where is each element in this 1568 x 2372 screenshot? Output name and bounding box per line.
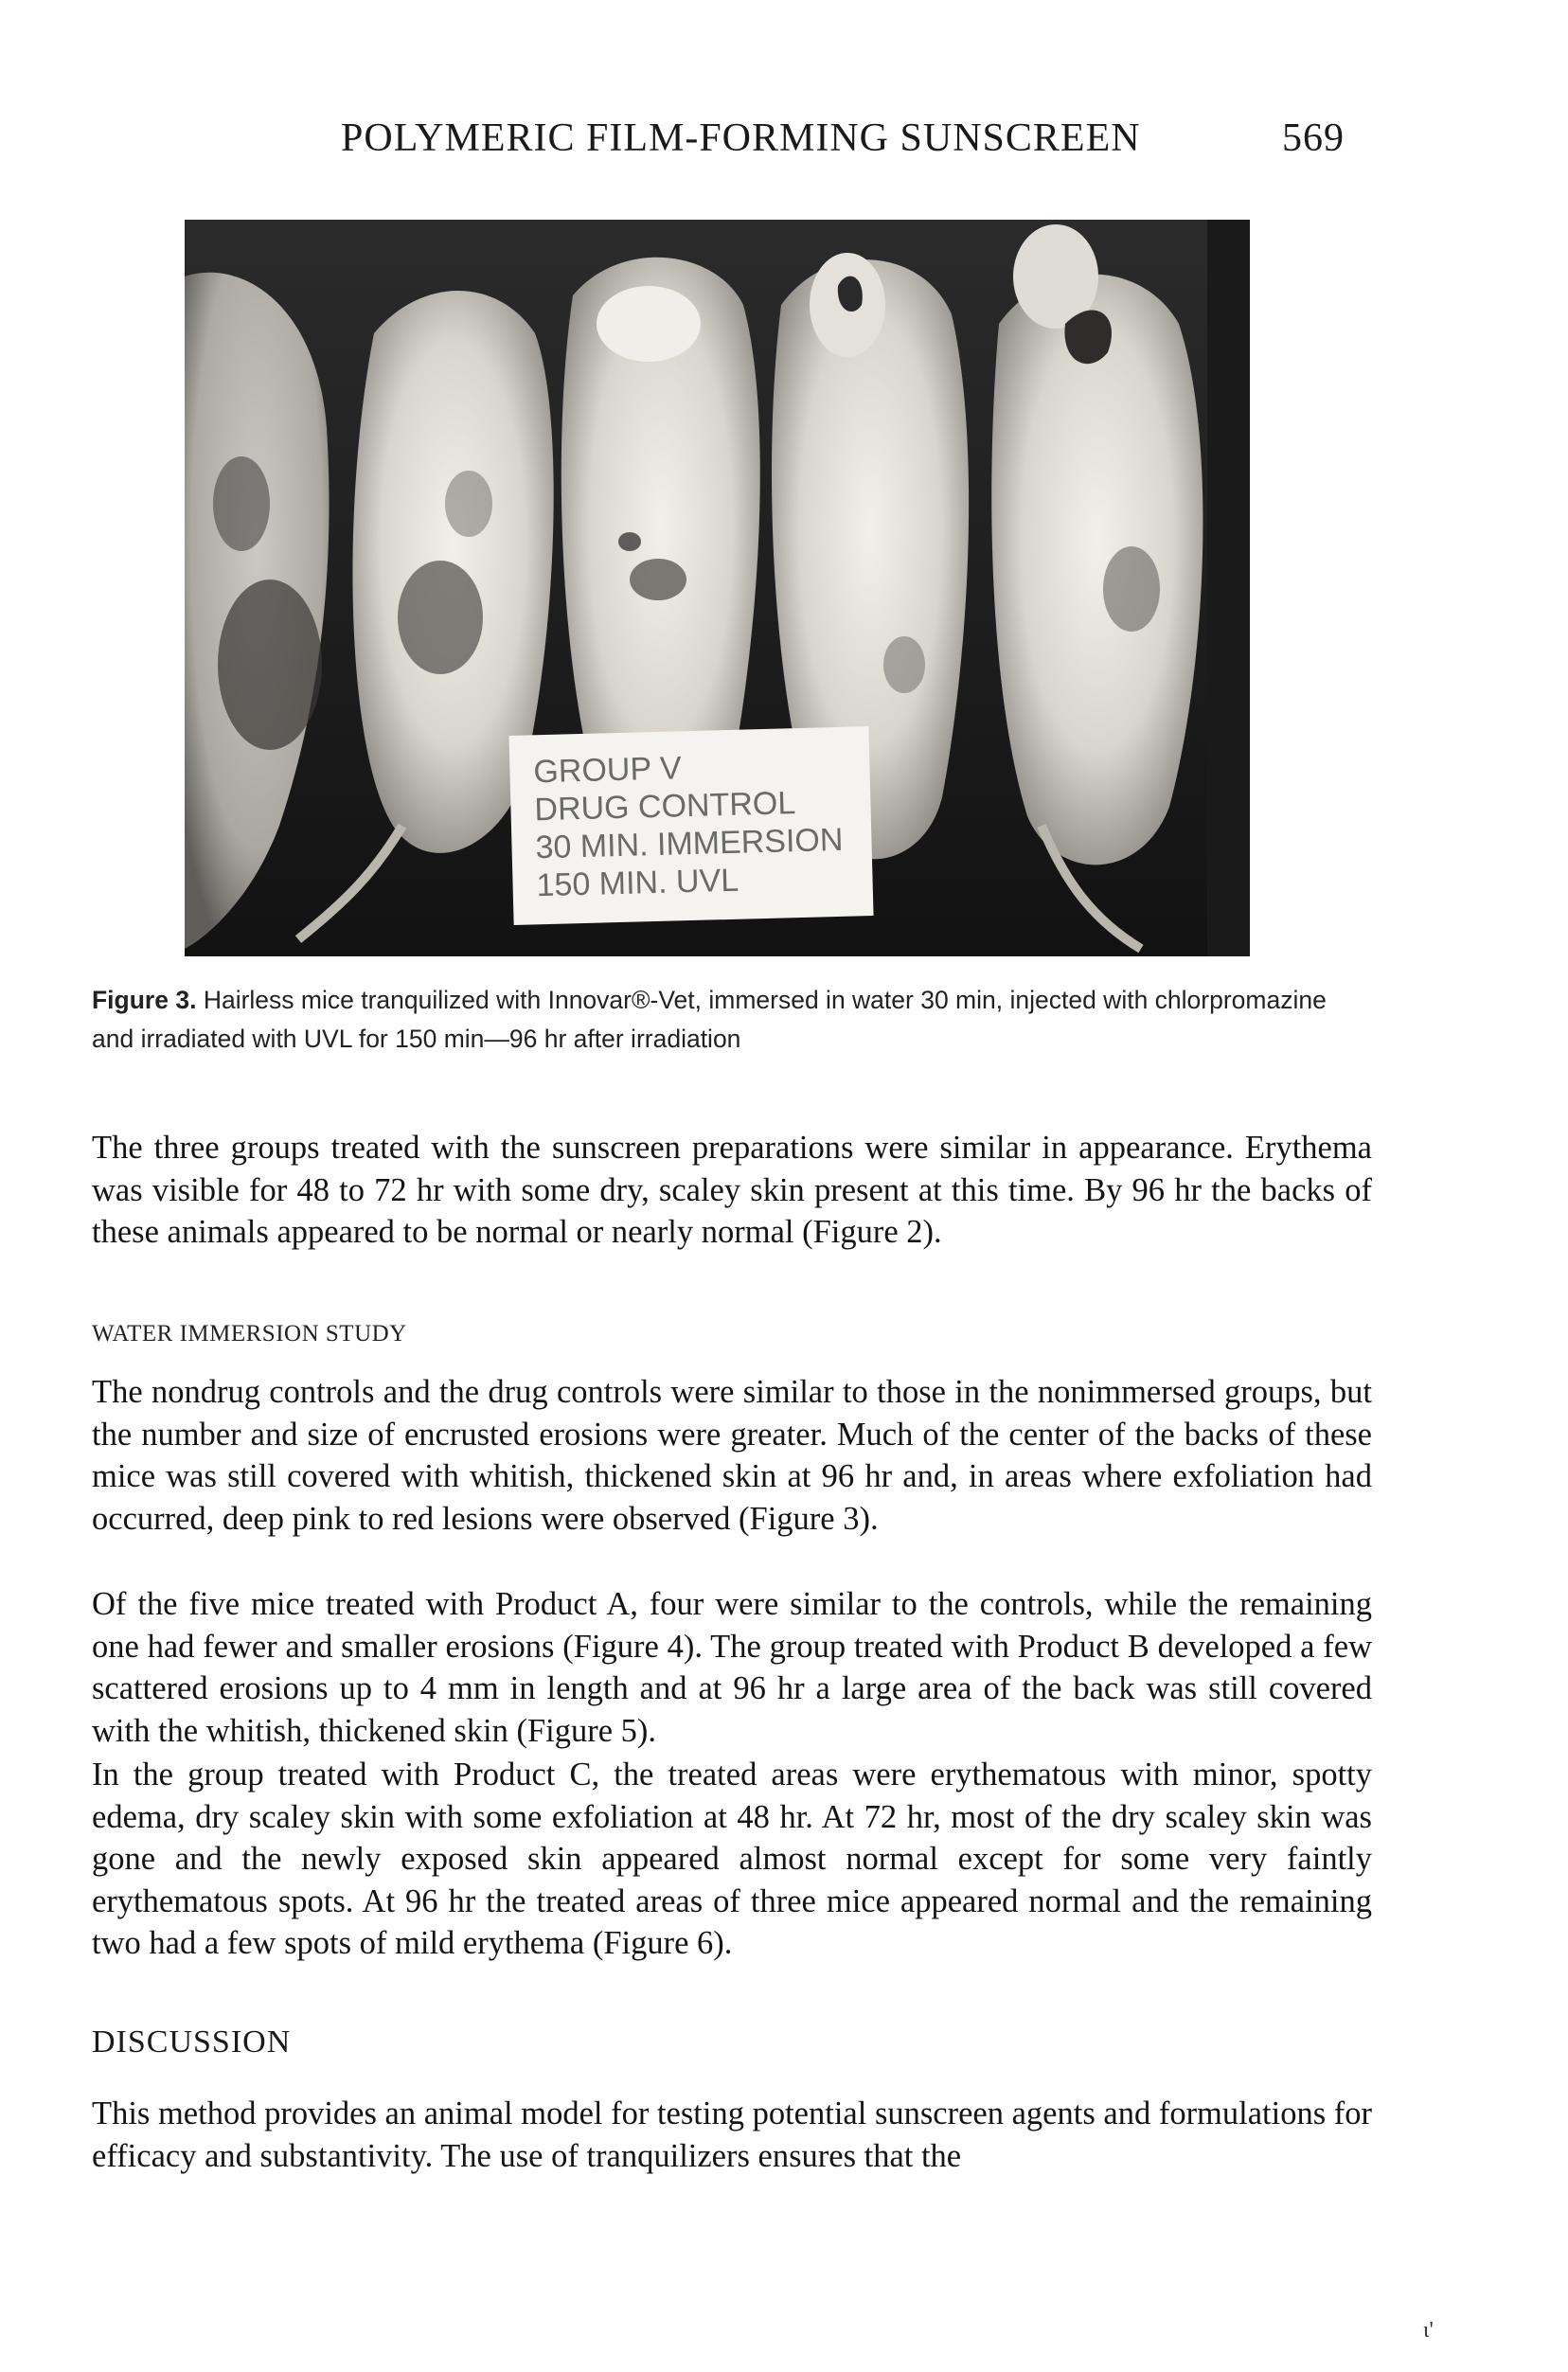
footer-mark: ι' [1423, 2318, 1434, 2343]
paragraph-5: This method provides an animal model for testing potential sunscreen agents and formulations for efficacy and substantivity. The use of tranquilizers ensures that the [92, 2096, 1372, 2174]
section-heading-water-immersion: WATER IMMERSION STUDY [92, 1321, 407, 1347]
sign-line-3: 30 MIN. IMMERSION [535, 821, 844, 866]
figure-caption-label: Figure 3. [92, 986, 197, 1014]
section-heading-discussion: DISCUSSION [92, 2024, 292, 2060]
sign-line-2: DRUG CONTROL [534, 785, 796, 829]
running-head-title: POLYMERIC FILM-FORMING SUNSCREEN [341, 116, 1141, 160]
running-head [341, 116, 1345, 172]
paragraph-2: The nondrug controls and the drug controls were similar to those in the nonimmersed groups, but the number and size of encrusted erosions were greater. Much of the center of the backs of these mice was still covered with whitish, thickened skin at 96 hr and, in areas where exfoliation had occurred, deep pink to red lesions were observed (Figure 3). [92, 1374, 1372, 1537]
mice-photograph [185, 220, 1250, 956]
sign-line-1: GROUP V [532, 750, 683, 791]
paragraph-1: The three groups treated with the sunscreen preparations were similar in appearance. Erythema was visible for 48 to 72 hr with some dry, scaley skin present at this time. By 96 hr the backs of these animals appeared to be normal or nearly normal (Figure 2). [92, 1130, 1372, 1250]
paragraph-3: Of the five mice treated with Product A, four were similar to the controls, while the remaining one had fewer and smaller erosions (Figure 4). The group treated with Product B developed a few scattered erosions up to 4 mm in length and at 96 hr a large area of the back was still covered with the whitish, thickened skin (Figure 5). [92, 1586, 1372, 1749]
figure-caption [92, 981, 1372, 1059]
mouse-5 [991, 275, 1203, 865]
figure-3-photo [185, 220, 1250, 956]
figure-caption-text: Hairless mice tranquilized with Innovar®-Vet, immersed in water 30 min, injected with chlorpromazine and irradiated with UVL for 150 min—96 hr after irradiation [92, 986, 1327, 1053]
paragraph-4: In the group treated with Product C, the treated areas were erythematous with minor, spotty edema, dry scaley skin with some exfoliation at 48 hr. At 72 hr, most of the dry scaley skin was gone and the newly exposed skin appeared almost normal except for some very faintly erythematous spots. At 96 hr the treated areas of three mice appeared normal and the remaining two had a few spots of mild erythema (Figure 6). [92, 1757, 1372, 1961]
sign-line-4: 150 MIN. UVL [536, 862, 739, 904]
page-number: 569 [1282, 116, 1345, 160]
